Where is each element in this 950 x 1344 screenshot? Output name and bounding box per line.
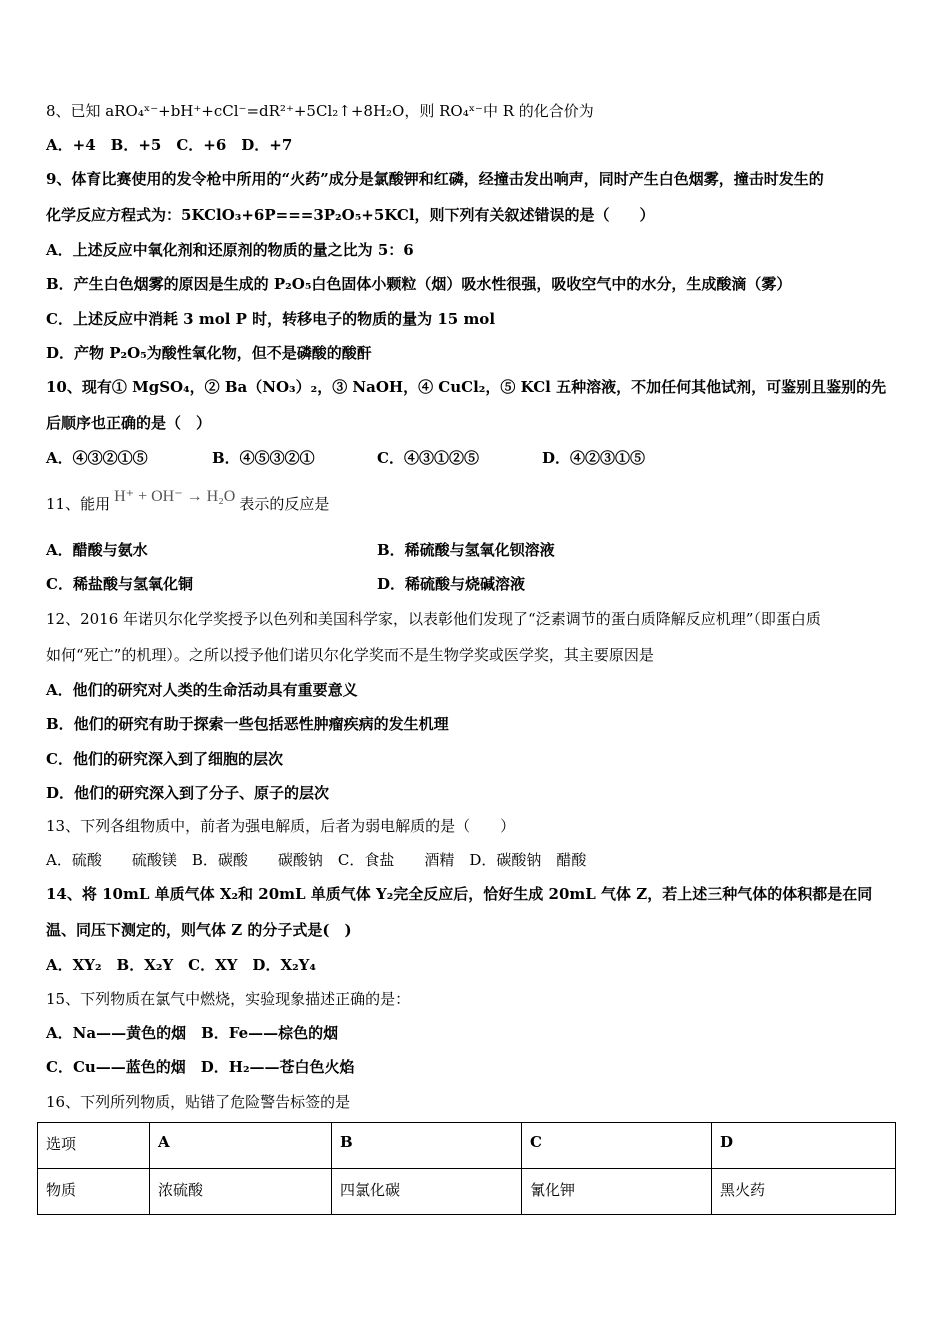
q11-option-d: D．稀硫酸与烧碱溶液: [377, 575, 526, 593]
q8-options: A．+4 B．+5 C．+6 D．+7: [46, 136, 293, 154]
table-cell: 氰化钾: [522, 1169, 712, 1215]
q10-line2: 后顺序也正确的是（ ）: [46, 414, 212, 432]
q11-stem: [46, 488, 330, 515]
table-cell: D: [712, 1123, 896, 1169]
q10-option-d: D．④②③①⑤: [542, 449, 646, 467]
q11-option-a: A．醋酸与氨水: [46, 541, 148, 559]
q10-option-b: B．④⑤③②①: [212, 449, 315, 467]
table-cell: A: [150, 1123, 332, 1169]
q15-options-cd: C．Cu——蓝色的烟 D．H₂——苍白色火焰: [46, 1058, 355, 1076]
q13-options: A．硫酸 硫酸镁 B．碳酸 碳酸钠 C．食盐 酒精 D．碳酸钠 醋酸: [46, 851, 587, 869]
q9-line1: 9、体育比赛使用的发令枪中所用的“火药”成分是氯酸钾和红磷，经撞击发出响声，同时产生白色烟雾，撞击时发生的: [46, 170, 824, 188]
table-cell: 四氯化碳: [332, 1169, 522, 1215]
table-cell: B: [332, 1123, 522, 1169]
q11-prefix: 11、能用: [46, 495, 111, 513]
q10-option-c: C．④③①②⑤: [377, 449, 479, 467]
q14-line2: 温、同压下测定的，则气体 Z 的分子式是( ): [46, 921, 352, 939]
q9-option-b: B．产生白色烟雾的原因是生成的 P₂O₅白色固体小颗粒（烟）吸水性很强，吸收空气中的水分，生成酸滴（雾）: [46, 275, 792, 293]
q12-line2: 如何“死亡”的机理）。之所以授予他们诺贝尔化学奖而不是生物学奖或医学奖，其主要原因是: [46, 646, 654, 664]
q15-options-ab: A．Na——黄色的烟 B．Fe——棕色的烟: [46, 1024, 339, 1042]
q11-option-b: B．稀硫酸与氢氧化钡溶液: [377, 541, 555, 559]
q14-line1: 14、将 10mL 单质气体 X₂和 20mL 单质气体 Y₂完全反应后，恰好生成 20mL 气体 Z，若上述三种气体的体积都是在同: [46, 885, 873, 903]
q15-stem: 15、下列物质在氯气中燃烧，实验现象描述正确的是：: [46, 990, 411, 1008]
q10-line1: 10、现有① MgSO₄，② Ba（NO₃）₂，③ NaOH，④ CuCl₂，⑤ KCl 五种溶液，不加任何其他试剂，可鉴别且鉴别的先: [46, 378, 887, 396]
q9-option-c: C．上述反应中消耗 3 mol P 时，转移电子的物质的量为 15 mol: [46, 310, 496, 328]
q12-option-a: A．他们的研究对人类的生命活动具有重要意义: [46, 681, 358, 699]
q16-stem: 16、下列所列物质，贴错了危险警告标签的是: [46, 1093, 351, 1111]
q9-option-d: D．产物 P₂O₅为酸性氧化物，但不是磷酸的酸酐: [46, 344, 372, 362]
q11-option-c: C．稀盐酸与氢氧化铜: [46, 575, 193, 593]
q12-option-d: D．他们的研究深入到了分子、原子的层次: [46, 784, 330, 802]
q11-equation: H⁺ + OH⁻ → H₂O: [114, 488, 236, 505]
q14-options: A．XY₂ B．X₂Y C．XY D．X₂Y₄: [46, 956, 316, 974]
q12-option-b: B．他们的研究有助于探索一些包括恶性肿瘤疾病的发生机理: [46, 715, 449, 733]
q10-option-a: A．④③②①⑤: [46, 449, 148, 467]
q12-option-c: C．他们的研究深入到了细胞的层次: [46, 750, 283, 768]
q12-line1: 12、2016 年诺贝尔化学奖授予以色列和美国科学家，以表彰他们发现了“泛素调节的蛋白质降解反应机理”（即蛋白质: [46, 610, 821, 628]
table-header-row: [38, 1123, 896, 1169]
q9-line2: 化学反应方程式为：5KClO₃+6P===3P₂O₅+5KCl，则下列有关叙述错误的是（ ）: [46, 206, 655, 224]
table-cell: 选项: [38, 1123, 150, 1169]
q13-stem: 13、下列各组物质中，前者为强电解质，后者为弱电解质的是（ ）: [46, 817, 516, 835]
table-row: [38, 1169, 896, 1215]
q8-stem: 8、已知 aRO₄ˣ⁻+bH⁺+cCl⁻=dR²⁺+5Cl₂↑+8H₂O，则 RO₄ˣ⁻中 R 的化合价为: [46, 102, 594, 120]
q9-option-a: A．上述反应中氧化剂和还原剂的物质的量之比为 5：6: [46, 241, 414, 259]
q16-table: [37, 1122, 896, 1215]
table-cell: 物质: [38, 1169, 150, 1215]
table-cell: C: [522, 1123, 712, 1169]
table-cell: 黑火药: [712, 1169, 896, 1215]
q11-suffix: 表示的反应是: [239, 495, 330, 513]
table-cell: 浓硫酸: [150, 1169, 332, 1215]
